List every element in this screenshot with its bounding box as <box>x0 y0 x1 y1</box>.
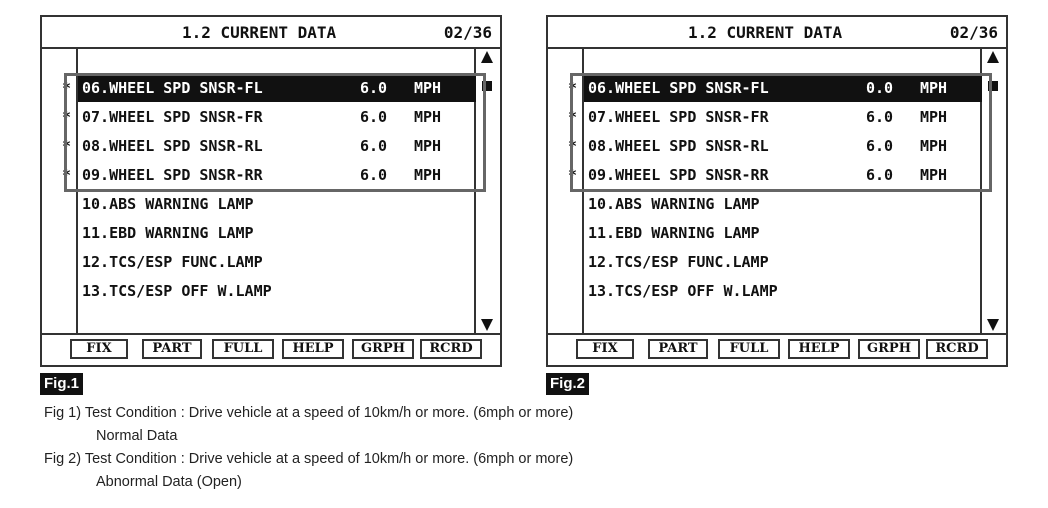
fixed-marker: * <box>62 166 72 184</box>
rcrd-button[interactable]: RCRD <box>420 339 482 359</box>
screen-title: 1.2 CURRENT DATA <box>182 23 337 42</box>
fig1-result-note: Normal Data <box>96 428 178 444</box>
data-row[interactable] <box>42 162 478 191</box>
data-row[interactable] <box>42 278 478 307</box>
fixed-marker: * <box>62 79 72 97</box>
fig2-condition-note: Fig 2) Test Condition : Drive vehicle at a speed of 10km/h or more. (6mph or more) <box>44 451 574 467</box>
data-value: 6.0 <box>866 137 894 155</box>
data-label: 10.ABS WARNING LAMP <box>588 195 760 213</box>
data-value: 6.0 <box>360 137 388 155</box>
data-label: 10.ABS WARNING LAMP <box>82 195 254 213</box>
fix-button[interactable]: FIX <box>70 339 128 359</box>
part-button[interactable]: PART <box>142 339 202 359</box>
data-list <box>548 75 984 307</box>
data-label: 12.TCS/ESP FUNC.LAMP <box>588 253 769 271</box>
data-unit: MPH <box>414 108 442 126</box>
data-label: 08.WHEEL SPD SNSR-RL <box>82 137 263 155</box>
rcrd-button[interactable]: RCRD <box>926 339 988 359</box>
data-row[interactable] <box>42 133 478 162</box>
full-button[interactable]: FULL <box>718 339 780 359</box>
screen-title-bar <box>42 17 500 49</box>
page-counter: 02/36 <box>443 23 492 42</box>
fix-button[interactable]: FIX <box>576 339 634 359</box>
data-row[interactable] <box>42 191 478 220</box>
fixed-marker: * <box>62 108 72 126</box>
page-counter: 02/36 <box>949 23 998 42</box>
fixed-marker: * <box>568 79 578 97</box>
data-label: 07.WHEEL SPD SNSR-FR <box>588 108 769 126</box>
data-row[interactable] <box>42 75 478 104</box>
fig2-label: Fig.2 <box>546 373 589 395</box>
data-row[interactable] <box>548 104 984 133</box>
data-label: 11.EBD WARNING LAMP <box>588 224 760 242</box>
scroll-down-arrow-icon[interactable] <box>987 319 999 331</box>
data-value: 6.0 <box>866 108 894 126</box>
data-list <box>42 75 478 307</box>
data-label: 13.TCS/ESP OFF W.LAMP <box>82 282 272 300</box>
scroll-up-arrow-icon[interactable] <box>987 51 999 63</box>
scroll-thumb[interactable] <box>482 81 492 91</box>
data-row[interactable] <box>42 104 478 133</box>
data-row[interactable] <box>548 220 984 249</box>
data-value: 6.0 <box>360 166 388 184</box>
data-label: 09.WHEEL SPD SNSR-RR <box>588 166 769 184</box>
screen-title: 1.2 CURRENT DATA <box>688 23 843 42</box>
data-value: 0.0 <box>866 79 894 97</box>
data-label: 06.WHEEL SPD SNSR-FL <box>82 79 263 97</box>
data-row[interactable] <box>548 162 984 191</box>
data-label: 08.WHEEL SPD SNSR-RL <box>588 137 769 155</box>
data-label: 06.WHEEL SPD SNSR-FL <box>588 79 769 97</box>
fig2-result-note: Abnormal Data (Open) <box>96 474 242 490</box>
data-value: 6.0 <box>360 108 388 126</box>
data-row[interactable] <box>548 191 984 220</box>
fixed-marker: * <box>568 108 578 126</box>
data-row[interactable] <box>548 133 984 162</box>
full-button[interactable]: FULL <box>212 339 274 359</box>
grph-button[interactable]: GRPH <box>352 339 414 359</box>
data-unit: MPH <box>920 108 948 126</box>
help-button[interactable]: HELP <box>788 339 850 359</box>
data-unit: MPH <box>414 137 442 155</box>
data-row[interactable] <box>548 278 984 307</box>
data-value: 6.0 <box>866 166 894 184</box>
data-label: 13.TCS/ESP OFF W.LAMP <box>588 282 778 300</box>
fixed-marker: * <box>568 137 578 155</box>
scroll-up-arrow-icon[interactable] <box>481 51 493 63</box>
data-row[interactable] <box>42 220 478 249</box>
scan-screen-fig1 <box>40 15 502 367</box>
data-value: 6.0 <box>360 79 388 97</box>
data-unit: MPH <box>920 137 948 155</box>
fixed-marker: * <box>62 137 72 155</box>
scroll-thumb[interactable] <box>988 81 998 91</box>
data-unit: MPH <box>920 166 948 184</box>
data-unit: MPH <box>414 79 442 97</box>
screen-title-bar <box>548 17 1006 49</box>
data-unit: MPH <box>920 79 948 97</box>
function-key-bar <box>548 333 1006 365</box>
function-key-bar <box>42 333 500 365</box>
data-row[interactable] <box>548 75 984 104</box>
data-label: 07.WHEEL SPD SNSR-FR <box>82 108 263 126</box>
data-label: 12.TCS/ESP FUNC.LAMP <box>82 253 263 271</box>
grph-button[interactable]: GRPH <box>858 339 920 359</box>
scroll-down-arrow-icon[interactable] <box>481 319 493 331</box>
data-label: 09.WHEEL SPD SNSR-RR <box>82 166 263 184</box>
data-label: 11.EBD WARNING LAMP <box>82 224 254 242</box>
data-row[interactable] <box>548 249 984 278</box>
part-button[interactable]: PART <box>648 339 708 359</box>
data-row[interactable] <box>42 249 478 278</box>
fixed-marker: * <box>568 166 578 184</box>
data-unit: MPH <box>414 166 442 184</box>
fig1-condition-note: Fig 1) Test Condition : Drive vehicle at a speed of 10km/h or more. (6mph or more) <box>44 405 574 421</box>
help-button[interactable]: HELP <box>282 339 344 359</box>
fig1-label: Fig.1 <box>40 373 83 395</box>
scan-screen-fig2 <box>546 15 1008 367</box>
